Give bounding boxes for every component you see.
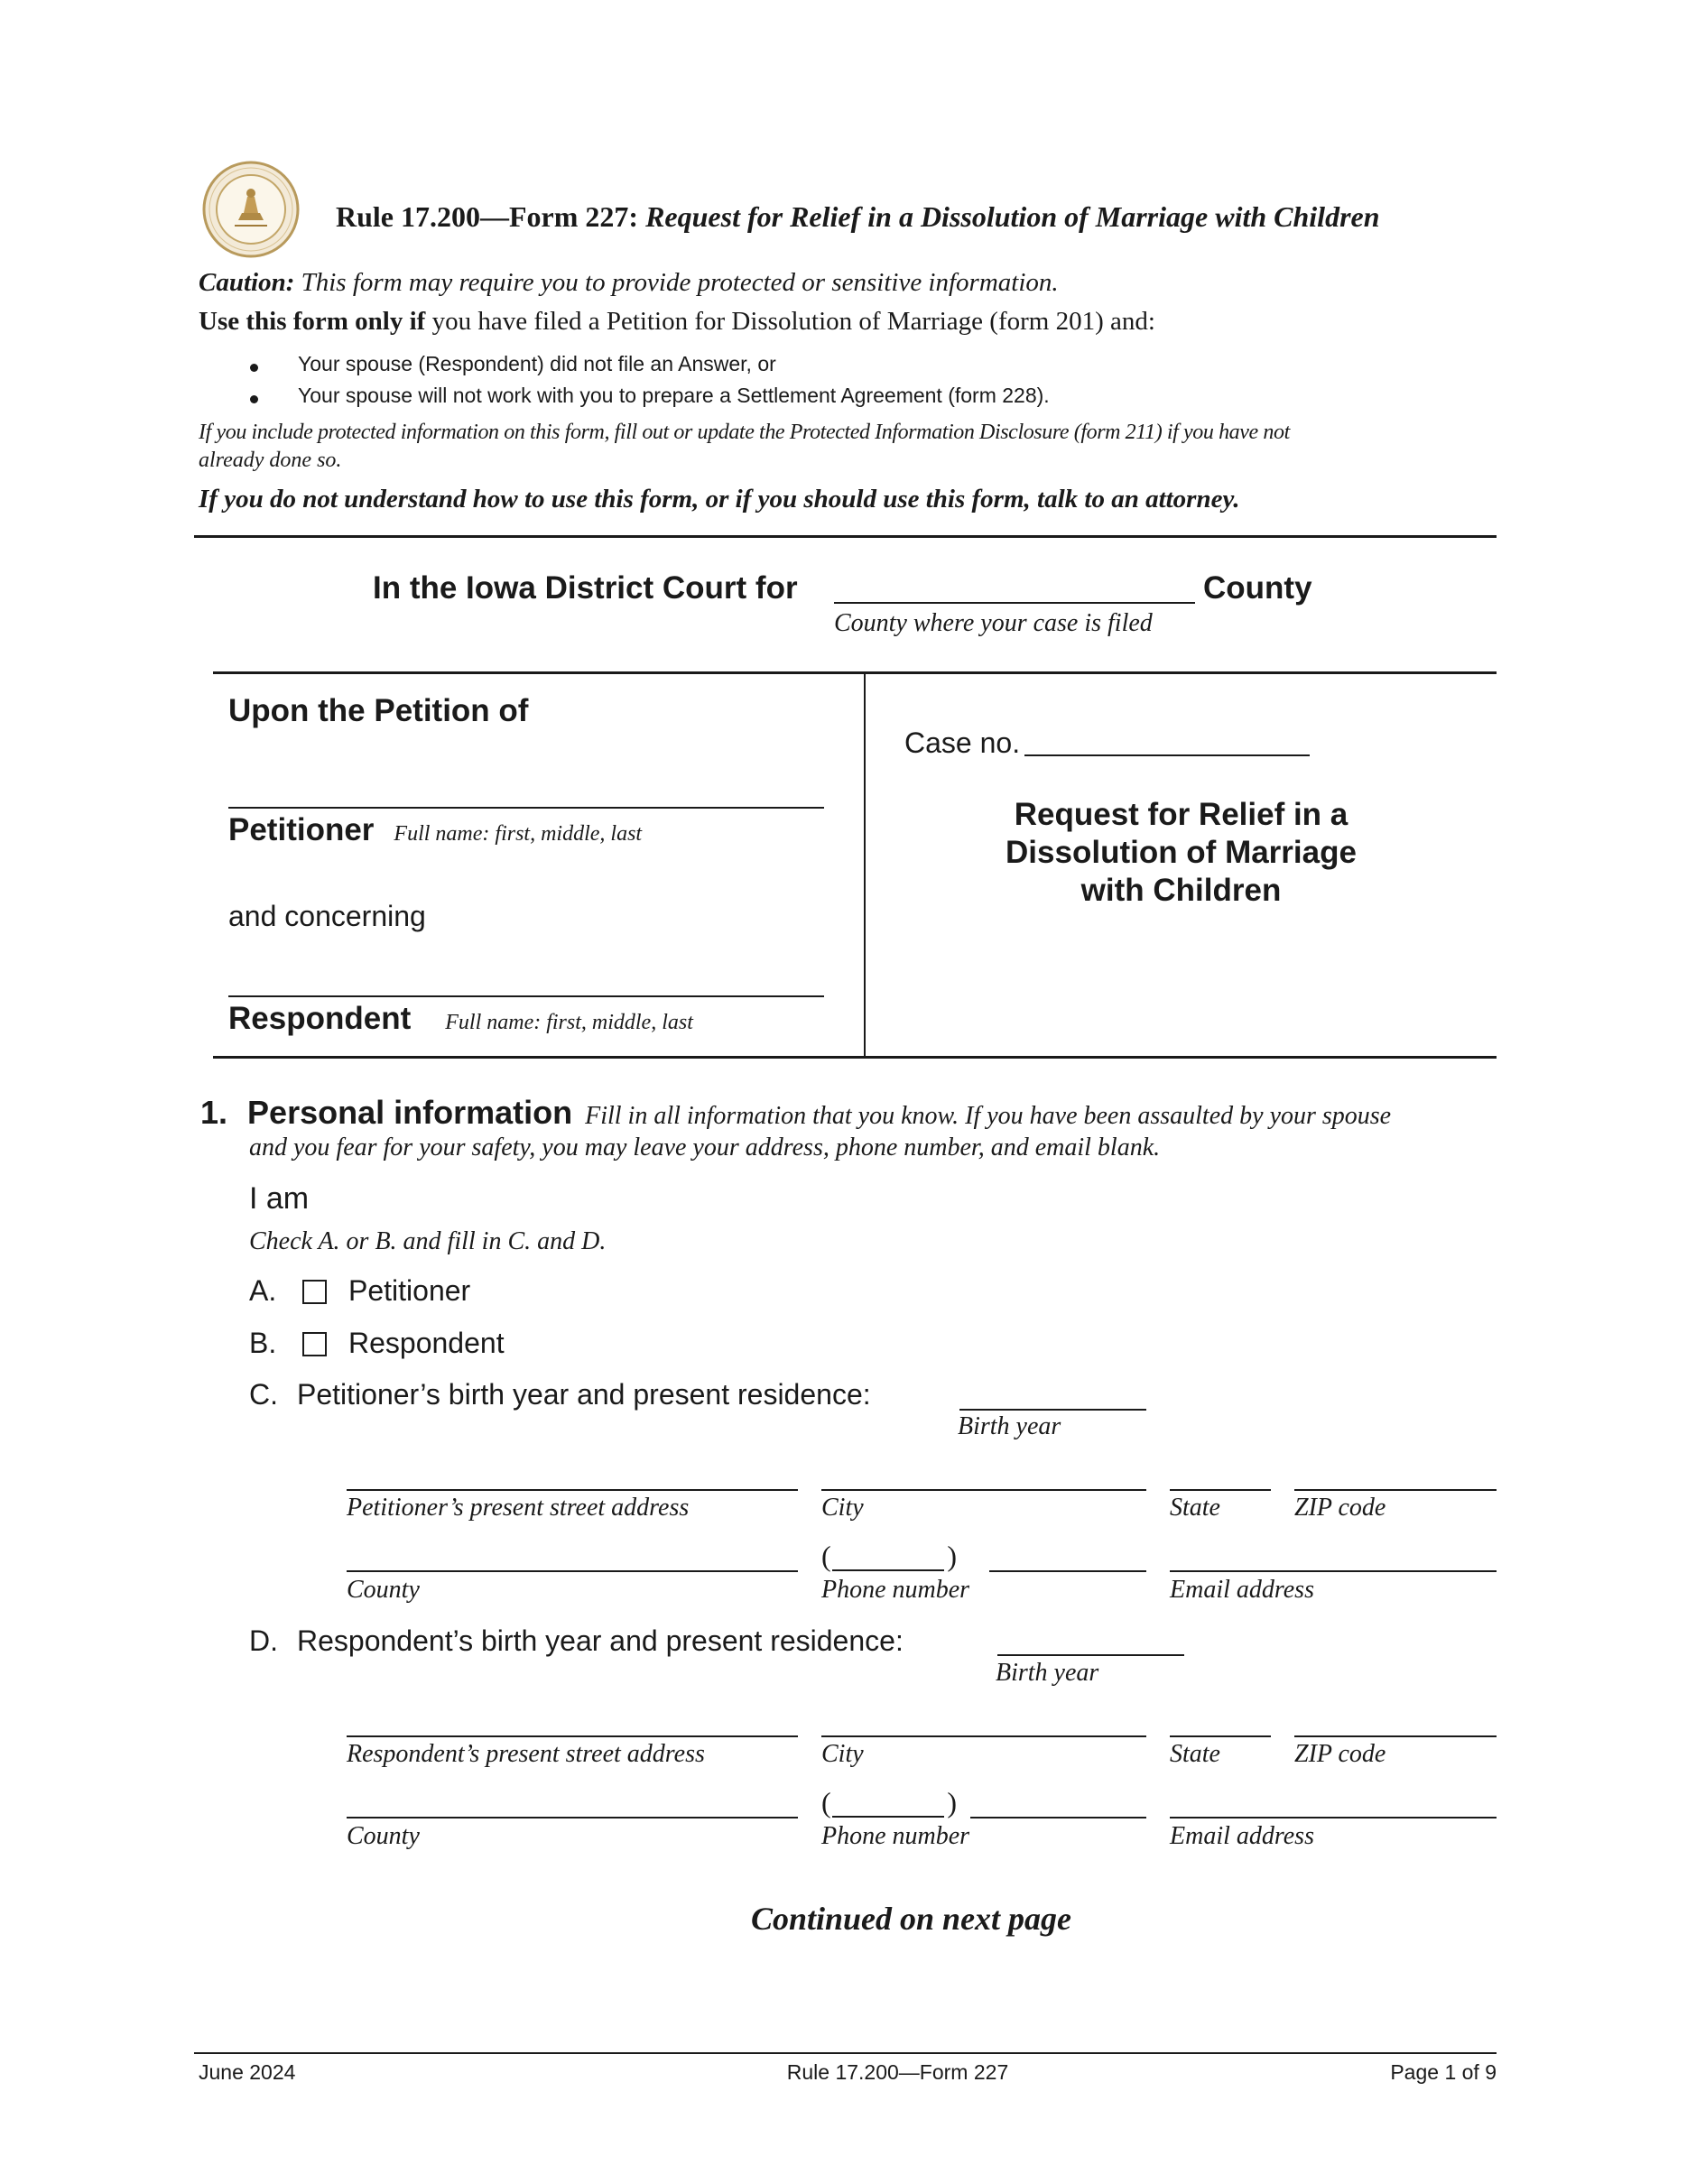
- petitioner-zip-caption: ZIP code: [1294, 1494, 1386, 1522]
- case-no-label: Case no.: [904, 726, 1021, 759]
- respondent-phone-field[interactable]: [970, 1817, 1146, 1818]
- i-am-label: I am: [249, 1181, 310, 1216]
- petitioner-city-field[interactable]: [821, 1489, 1146, 1491]
- court-suffix: County: [1203, 570, 1312, 606]
- petitioner-county-caption: County: [347, 1576, 420, 1604]
- option-a-label: Petitioner: [348, 1274, 471, 1307]
- petitioner-county-field[interactable]: [347, 1570, 798, 1572]
- check-instructions: Check A. or B. and fill in C. and D.: [249, 1227, 607, 1255]
- respondent-city-caption: City: [821, 1740, 864, 1768]
- petitioner-label: Petitioner: [228, 812, 375, 847]
- option-c-label: Petitioner’s birth year and present residence:: [297, 1378, 871, 1411]
- option-b-label: Respondent: [348, 1327, 505, 1359]
- respondent-area-code-field[interactable]: ( ): [821, 1786, 957, 1818]
- respondent-address-caption: Respondent’s present street address: [347, 1740, 705, 1768]
- county-field[interactable]: [834, 602, 1195, 604]
- section-heading: Personal information: [247, 1094, 573, 1131]
- petitioner-state-caption: State: [1170, 1494, 1220, 1522]
- bullet-1: [250, 364, 258, 372]
- caution-text: This form may require you to provide protected or sensitive information.: [301, 268, 1059, 297]
- respondent-phone-caption: Phone number: [821, 1822, 970, 1850]
- caption-box-top: [213, 671, 1497, 674]
- form-header-title: [336, 200, 1380, 234]
- respondent-label-row: [228, 1001, 693, 1037]
- respondent-county-field[interactable]: [347, 1817, 798, 1818]
- continued-on-next-page: Continued on next page: [750, 1901, 1072, 1937]
- option-b-letter: B.: [249, 1327, 277, 1359]
- case-no-field[interactable]: [1024, 754, 1310, 756]
- respondent-email-caption: Email address: [1170, 1822, 1314, 1850]
- petitioner-name-field[interactable]: [228, 807, 824, 809]
- document-title-line-3: with Children: [1080, 873, 1282, 908]
- use-form-rest: you have filed a Petition for Dissolution of Marriage (form 201) and:: [431, 307, 1155, 336]
- iowa-judicial-branch-seal: [202, 161, 300, 258]
- footer-form: Rule 17.200—Form 227: [786, 2060, 1009, 2084]
- intro-divider: [194, 535, 1497, 538]
- respondent-state-field[interactable]: [1170, 1735, 1271, 1737]
- caption-box-bottom: [213, 1056, 1497, 1059]
- respondent-address-field[interactable]: [347, 1735, 798, 1737]
- section-1-heading-row: [200, 1094, 1391, 1132]
- section-instructions-1: Fill in all information that you know. If you have been assaulted by your spouse: [585, 1102, 1392, 1130]
- section-number: 1.: [200, 1094, 228, 1131]
- rule-number: Rule 17.200—Form 227:: [336, 200, 639, 233]
- section-instructions-2: and you fear for your safety, you may leave your address, phone number, and email blank.: [249, 1134, 1161, 1161]
- bullet-2: [250, 395, 258, 403]
- petitioner-birth-year-caption: Birth year: [958, 1412, 1061, 1440]
- petitioner-email-caption: Email address: [1170, 1576, 1314, 1604]
- petitioner-label-row: [228, 812, 642, 848]
- petitioner-birth-year-field[interactable]: [959, 1409, 1146, 1411]
- respondent-name-caption: Full name: first, middle, last: [445, 1011, 693, 1034]
- respondent-checkbox[interactable]: [302, 1332, 327, 1356]
- respondent-birth-year-field[interactable]: [997, 1654, 1184, 1656]
- petitioner-email-field[interactable]: [1170, 1570, 1497, 1572]
- petitioner-zip-field[interactable]: [1294, 1489, 1497, 1491]
- respondent-email-field[interactable]: [1170, 1817, 1497, 1818]
- caution-line: [199, 268, 1059, 298]
- option-a-letter: A.: [249, 1274, 277, 1307]
- use-form-bold: Use this form only if: [199, 307, 426, 336]
- caution-label: Caution:: [199, 268, 295, 297]
- and-concerning: and concerning: [228, 900, 426, 932]
- respondent-city-field[interactable]: [821, 1735, 1146, 1737]
- use-form-line: [199, 307, 1155, 337]
- bullet-item-2: Your spouse will not work with you to prepare a Settlement Agreement (form 228).: [298, 384, 1050, 407]
- option-d-letter: D.: [249, 1624, 278, 1657]
- respondent-birth-year-caption: Birth year: [996, 1659, 1099, 1687]
- bullet-item-1: Your spouse (Respondent) did not file an Answer, or: [298, 352, 776, 375]
- respondent-county-caption: County: [347, 1822, 420, 1850]
- petitioner-phone-caption: Phone number: [821, 1576, 970, 1604]
- petitioner-phone-field[interactable]: [989, 1570, 1146, 1572]
- option-d-label: Respondent’s birth year and present residence:: [297, 1624, 904, 1657]
- petitioner-city-caption: City: [821, 1494, 864, 1522]
- option-c-letter: C.: [249, 1378, 278, 1411]
- respondent-zip-caption: ZIP code: [1294, 1740, 1386, 1768]
- petitioner-name-caption: Full name: first, middle, last: [394, 822, 643, 846]
- respondent-zip-field[interactable]: [1294, 1735, 1497, 1737]
- footer-page: Page 1 of 9: [1390, 2060, 1497, 2084]
- document-title-line-1: Request for Relief in a: [1014, 797, 1348, 832]
- document-title-line-2: Dissolution of Marriage: [1006, 835, 1357, 870]
- footer-date: June 2024: [199, 2060, 296, 2084]
- respondent-name-field[interactable]: [228, 995, 824, 997]
- petitioner-address-caption: Petitioner’s present street address: [347, 1494, 690, 1522]
- protected-info-line-2: already done so.: [199, 449, 342, 472]
- petitioner-area-code-field[interactable]: ( ): [821, 1540, 957, 1572]
- petitioner-state-field[interactable]: [1170, 1489, 1271, 1491]
- form-title: Request for Relief in a Dissolution of Marriage with Children: [645, 200, 1380, 233]
- court-prefix: In the Iowa District Court for: [373, 570, 798, 606]
- respondent-state-caption: State: [1170, 1740, 1220, 1768]
- respondent-label: Respondent: [228, 1001, 412, 1036]
- petitioner-address-field[interactable]: [347, 1489, 798, 1491]
- county-caption: County where your case is filed: [834, 609, 1153, 637]
- footer-divider: [194, 2052, 1497, 2054]
- petitioner-checkbox[interactable]: [302, 1280, 327, 1304]
- attorney-warning: If you do not understand how to use this form, or if you should use this form, talk to an attorney.: [199, 485, 1240, 514]
- protected-info-line-1: If you include protected information on this form, fill out or update the Protected Information Disclosure (form 211) if you have not: [199, 421, 1290, 444]
- upon-petition-label: Upon the Petition of: [228, 693, 529, 728]
